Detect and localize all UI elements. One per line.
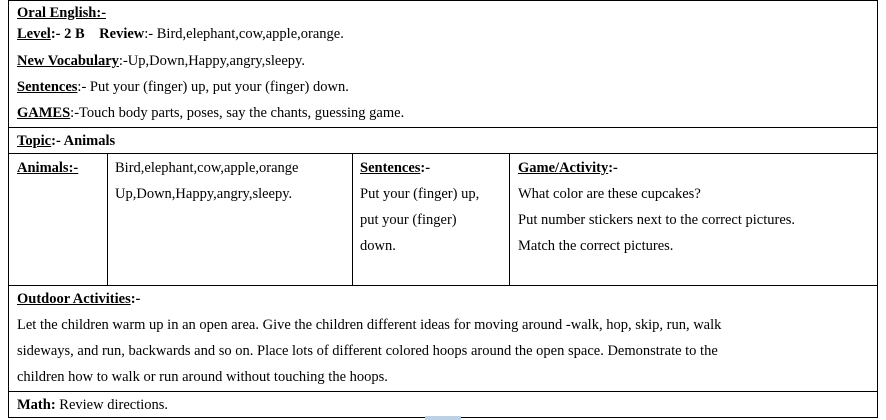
oral-english-heading-text: Oral English:-: [17, 5, 107, 21]
sentences-column-label: Sentences: [360, 160, 421, 176]
divider: [9, 391, 877, 392]
divider: [9, 285, 877, 286]
level-label: Level: [17, 26, 51, 42]
review-value: :- Bird,elephant,cow,apple,orange.: [144, 26, 344, 42]
game-column-header: [518, 159, 618, 177]
games-line: [17, 104, 404, 122]
outdoor-line-2: sideways, and run, backwards and so on. Place lots of different colored hoops around the open space. Demonstrate to the: [17, 343, 718, 359]
outdoor-heading: [17, 290, 140, 308]
outdoor-label: Outdoor Activities: [17, 291, 131, 307]
review-label: Review: [99, 26, 145, 42]
scroll-indicator[interactable]: [425, 416, 461, 420]
math-label: Math:: [17, 397, 56, 413]
level-value: :- 2 B: [50, 26, 85, 42]
game-line-3: Match the correct pictures.: [518, 238, 674, 254]
sentences-line: [17, 78, 349, 96]
divider: [9, 153, 877, 154]
sentences-column-header: [360, 159, 430, 177]
divider: [9, 127, 877, 128]
topic-value: :- Animals: [51, 133, 116, 149]
vocabulary-label: New Vocabulary: [17, 53, 119, 69]
animals-label-text: Animals:-: [17, 160, 79, 176]
oral-english-heading: [17, 4, 106, 22]
sentences-label: Sentences: [17, 79, 78, 95]
math-line: [17, 396, 168, 414]
outdoor-line-1: Let the children warm up in an open area. Give the children different ideas for moving around -walk, hop, skip, run, walk: [17, 317, 722, 333]
topic-label: Topic: [17, 133, 52, 149]
column-divider: [352, 153, 353, 285]
outdoor-line-3: children how to walk or run around without touching the hoops.: [17, 369, 388, 385]
game-line-1: What color are these cupcakes?: [518, 186, 701, 202]
column-divider: [107, 153, 108, 285]
sentences-value: :- Put your (finger) up, put your (finger) down.: [77, 79, 349, 95]
sentences-cell-line-3: down.: [360, 238, 396, 254]
column-divider: [509, 153, 510, 285]
level-review-line: [17, 25, 344, 43]
sentences-cell-line-1: Put your (finger) up,: [360, 186, 480, 202]
topic-line: [17, 132, 115, 150]
sentences-cell-line-2: put your (finger): [360, 212, 457, 228]
words-line-1: Bird,elephant,cow,apple,orange: [115, 160, 299, 176]
game-line-2: Put number stickers next to the correct pictures.: [518, 212, 796, 228]
animals-label: [17, 159, 78, 177]
sentences-column-suffix: :-: [420, 160, 431, 176]
game-column-label: Game/Activity: [518, 160, 609, 176]
words-line-2: Up,Down,Happy,angry,sleepy.: [115, 186, 293, 202]
math-value: Review directions.: [55, 397, 169, 413]
outdoor-suffix: :-: [130, 291, 141, 307]
games-value: :-Touch body parts, poses, say the chants, guessing game.: [70, 105, 405, 121]
lesson-plan-document: [8, 0, 878, 418]
games-label: GAMES: [17, 105, 71, 121]
vocabulary-value: :-Up,Down,Happy,angry,sleepy.: [118, 53, 305, 69]
vocabulary-line: [17, 52, 305, 70]
game-column-suffix: :-: [608, 160, 618, 176]
